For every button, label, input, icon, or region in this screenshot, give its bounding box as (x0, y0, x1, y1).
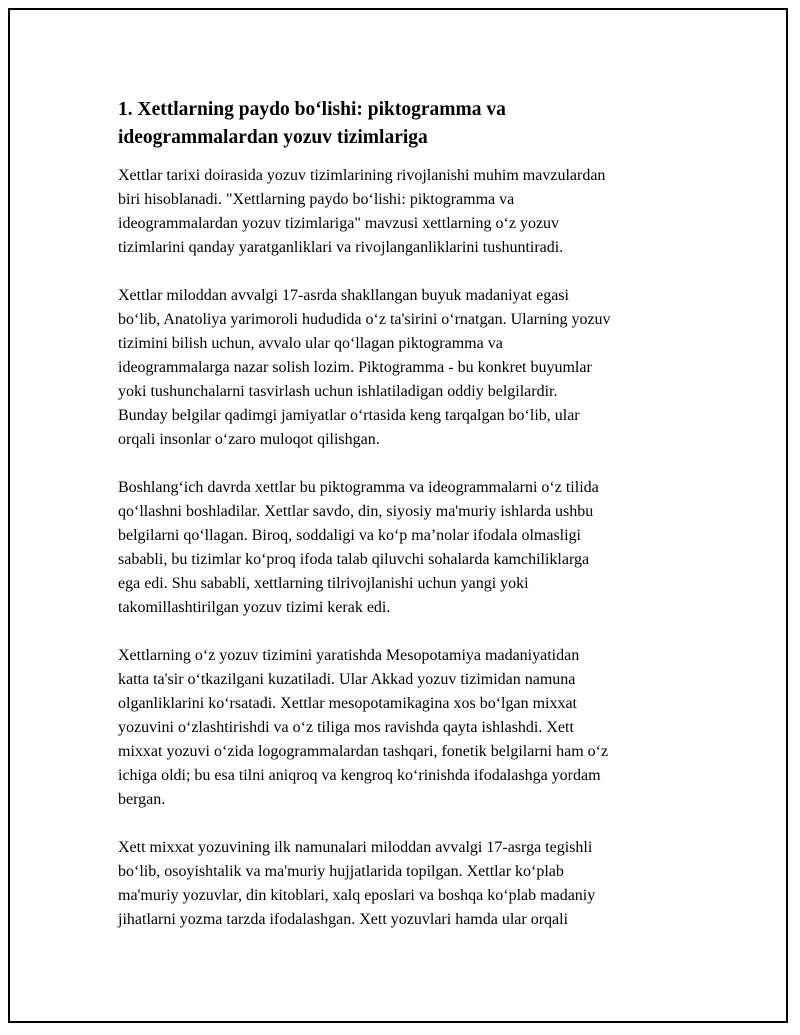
text-line: jihatlarni yozma tarzda ifodalashgan. Xett yozuvlari hamda ular orqali (118, 911, 569, 928)
text-line: ideogrammalarga nazar solish lozim. Piktogramma - bu konkret buyumlar (118, 359, 592, 376)
title-line: 1. Xettlarning paydo bo‘lishi: piktogramma va (118, 99, 506, 120)
text-line: belgilarni qo‘llagan. Biroq, soddaligi va ko‘p ma’nolar ifodala olmasligi (118, 527, 581, 544)
paragraph-5 (118, 836, 698, 932)
text-line: ega edi. Shu sababli, xettlarning tilrivojlanishi uchun yangi yoki (118, 575, 529, 592)
text-line: orqali insonlar o‘zaro muloqot qilishgan. (118, 431, 380, 448)
text-line: ideogrammalardan yozuv tizimlariga" mavzusi xettlarning o‘z yozuv (118, 215, 560, 232)
paragraph-1 (118, 164, 698, 260)
text-line: sababli, bu tizimlar ko‘proq ifoda talab qiluvchi sohalarda kamchiliklarga (118, 551, 590, 568)
text-line: Boshlang‘ich davrda xettlar bu piktogramma va ideogrammalarni o‘z tilida (118, 479, 599, 496)
paragraph-3 (118, 476, 698, 620)
text-line: tizimini bilish uchun, avvalo ular qo‘llagan piktogramma va (118, 335, 503, 352)
text-line: Xettlarning o‘z yozuv tizimini yaratishda Mesopotamiya madaniyatidan (118, 647, 580, 664)
text-line: bergan. (118, 791, 166, 808)
text-line: tizimlarini qanday yaratganliklari va rivojlanganliklarini tushuntiradi. (118, 239, 564, 256)
text-line: ma'muriy yozuvlar, din kitoblari, xalq eposlari va boshqa ko‘plab madaniy (118, 887, 596, 904)
document-title (118, 96, 698, 152)
text-line: bo‘lib, osoyishtalik va ma'muriy hujjatlarida topilgan. Xettlar ko‘plab (118, 863, 564, 880)
title-line: ideogrammalardan yozuv tizimlariga (118, 127, 428, 148)
text-line: yoki tushunchalarni tasvirlash uchun ishlatiladigan oddiy belgilardir. (118, 383, 558, 400)
paragraph-4 (118, 644, 698, 812)
document-page (8, 8, 788, 1023)
text-line: Xett mixxat yozuvining ilk namunalari miloddan avvalgi 17-asrga tegishli (118, 839, 593, 856)
text-line: katta ta'sir o‘tkazilgani kuzatiladi. Ular Akkad yozuv tizimidan namuna (118, 671, 576, 688)
text-line: Bunday belgilar qadimgi jamiyatlar o‘rtasida keng tarqalgan bo‘lib, ular (118, 407, 580, 424)
text-line: takomillashtirilgan yozuv tizimi kerak edi. (118, 599, 391, 616)
text-line: mixxat yozuvi o‘zida logogrammalardan tashqari, fonetik belgilarni ham o‘z (118, 743, 609, 760)
text-line: olganliklarini ko‘rsatadi. Xettlar mesopotamikagina xos bo‘lgan mixxat (118, 695, 577, 712)
paragraph-2 (118, 284, 698, 452)
text-line: bo‘lib, Anatoliya yarimoroli hududida o‘z ta'sirini o‘rnatgan. Ularning yozuv (118, 311, 611, 328)
text-line: qo‘llashni boshladilar. Xettlar savdo, din, siyosiy ma'muriy ishlarda ushbu (118, 503, 594, 520)
text-line: yozuvini o‘zlashtirishdi va o‘z tiliga mos ravishda qayta ishlashdi. Xett (118, 719, 574, 736)
text-line: Xettlar tarixi doirasida yozuv tizimlarining rivojlanishi muhim mavzulardan (118, 167, 606, 184)
text-line: Xettlar miloddan avvalgi 17-asrda shakllangan buyuk madaniyat egasi (118, 287, 569, 304)
document-body (118, 96, 698, 956)
text-line: ichiga oldi; bu esa tilni aniqroq va kengroq ko‘rinishda ifodalashga yordam (118, 767, 601, 784)
text-line: biri hisoblanadi. "Xettlarning paydo bo‘lishi: piktogramma va (118, 191, 515, 208)
